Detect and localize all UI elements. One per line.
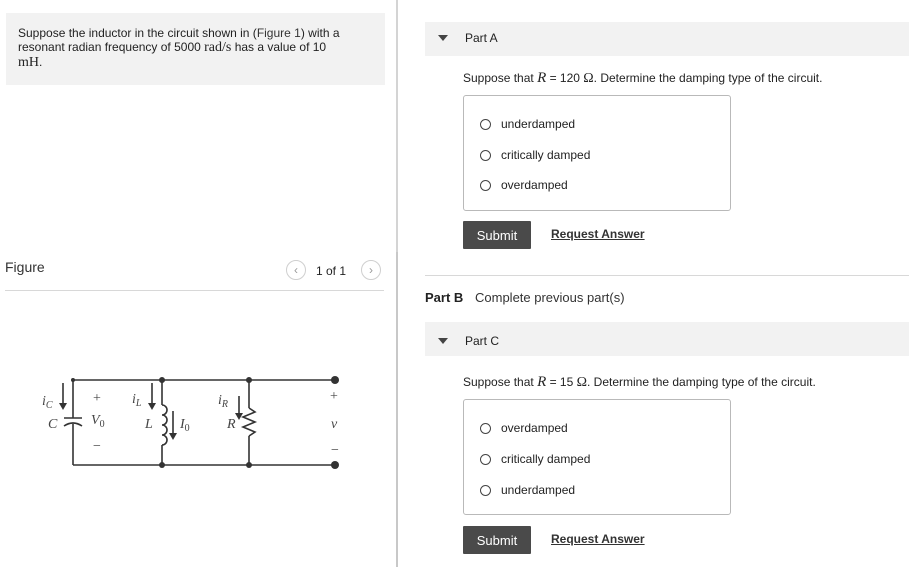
radio-button[interactable] <box>480 423 491 434</box>
part-a-submit-button[interactable]: Submit <box>463 221 531 249</box>
label-ir: $i_R$ <box>218 393 228 410</box>
terminal-bottom <box>331 461 339 469</box>
label-v0: $V_0$ <box>91 413 105 430</box>
resistor-zigzag <box>243 408 255 436</box>
radio-button[interactable] <box>480 454 491 465</box>
circuit-diagram <box>40 370 350 475</box>
next-figure-button[interactable] <box>361 260 381 280</box>
figure-heading: Figure <box>5 259 45 275</box>
label-il: $i_L$ <box>132 392 142 409</box>
label-plus-right: + <box>330 389 338 404</box>
part-c-option-critically-damped[interactable]: critically damped <box>480 450 590 468</box>
problem-statement <box>18 26 373 70</box>
figure-counter: 1 of 1 <box>316 264 347 278</box>
part-a-options <box>463 95 731 211</box>
label-l: L <box>145 417 153 432</box>
prev-figure-button[interactable] <box>286 260 306 280</box>
problem-text-start: Suppose the inductor in the circuit shown in ( <box>18 26 257 40</box>
chevron-right-icon: › <box>369 263 373 277</box>
radio-button[interactable] <box>480 485 491 496</box>
part-a-option-overdamped[interactable]: overdamped <box>480 176 568 194</box>
part-a-option-critically-damped[interactable]: critically damped <box>480 146 590 164</box>
label-ic: $i_C$ <box>42 394 53 411</box>
label-c: C <box>48 417 58 432</box>
node <box>159 377 165 383</box>
problem-period: . <box>39 55 43 69</box>
part-c-submit-button[interactable]: Submit <box>463 526 531 554</box>
inductor-coil <box>162 405 167 445</box>
part-c-option-overdamped[interactable]: overdamped <box>480 419 568 437</box>
node <box>71 378 75 382</box>
part-b-divider <box>425 275 909 276</box>
radio-button[interactable] <box>480 119 491 130</box>
collapse-caret-icon[interactable] <box>438 338 448 344</box>
part-c-title: Part C <box>465 334 500 348</box>
part-a-question: Suppose that R = 120 Ω. Determine the damping type of the circuit. <box>463 70 823 86</box>
node <box>246 377 252 383</box>
figure-link[interactable]: Figure 1 <box>256 26 301 40</box>
part-a-request-answer-link[interactable]: Request Answer <box>551 227 645 241</box>
node <box>159 462 165 468</box>
part-a-title: Part A <box>465 31 498 45</box>
radio-button[interactable] <box>480 150 491 161</box>
part-c-options <box>463 399 731 515</box>
part-c-option-underdamped[interactable]: underdamped <box>480 481 575 499</box>
terminal-top <box>331 376 339 384</box>
unit-mh: mH <box>18 55 39 70</box>
node <box>246 462 252 468</box>
label-minus-right: − <box>331 443 339 458</box>
radio-button[interactable] <box>480 180 491 191</box>
label-plus-left: + <box>93 391 101 406</box>
problem-text-value: has a value of 10 <box>231 40 327 54</box>
unit-rad-per-s: rad/s <box>204 40 232 55</box>
part-c-question: Suppose that R = 15 Ω. Determine the damping type of the circuit. <box>463 374 816 390</box>
part-a-option-underdamped[interactable]: underdamped <box>480 115 575 133</box>
label-r: R <box>227 417 236 432</box>
part-c-request-answer-link[interactable]: Request Answer <box>551 532 645 546</box>
column-divider-lower <box>396 252 398 567</box>
problem-text-middle: ) with a resonant radian frequency of 5000 <box>18 26 340 54</box>
figure-divider <box>5 290 384 291</box>
part-b-note: Complete previous part(s) <box>475 290 625 305</box>
collapse-caret-icon[interactable] <box>438 35 448 41</box>
label-minus-left: − <box>93 439 101 454</box>
part-b-label: Part B <box>425 290 464 305</box>
label-i0: $I_0$ <box>180 417 190 434</box>
label-v: v <box>331 417 338 432</box>
chevron-left-icon: ‹ <box>294 263 298 277</box>
